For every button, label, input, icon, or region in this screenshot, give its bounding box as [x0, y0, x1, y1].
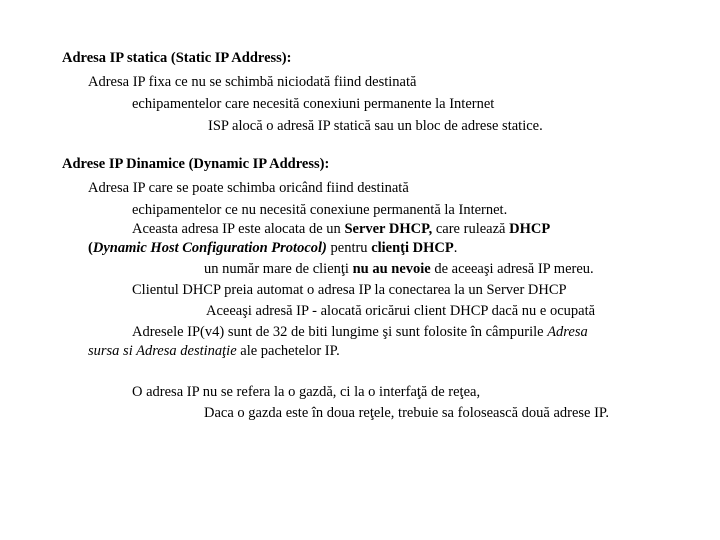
note-line-1: O adresa IP nu se refera la o gazdă, ci la o interfaţă de reţea, — [132, 384, 481, 400]
text-run: ale pachetelor IP. — [236, 343, 340, 359]
dynamic-ip-line-7: Aceeaşi adresă IP - alocată oricărui client DHCP dacă nu e ocupată — [206, 303, 596, 319]
text-run-bold: DHCP — [509, 221, 551, 237]
text-run: Aceasta adresa IP este alocata de un — [132, 221, 345, 237]
text-run-bold: clienţi DHCP — [371, 240, 454, 256]
dynamic-ip-line-5 — [204, 261, 594, 278]
static-ip-line-1: Adresa IP fixa ce nu se schimbă niciodată fiind destinată — [88, 74, 417, 90]
static-ip-heading: Adresa IP statica (Static IP Address): — [62, 50, 292, 66]
static-ip-line-3: ISP alocă o adresă IP statică sau un bloc de adrese statice. — [208, 118, 543, 134]
text-run-italic: Adresa — [547, 324, 588, 340]
dynamic-ip-line-6: Clientul DHCP preia automat o adresa IP la conectarea la un Server DHCP — [132, 282, 567, 298]
dynamic-ip-line-1: Adresa IP care se poate schimba oricând fiind destinată — [88, 180, 409, 196]
dynamic-ip-line-9 — [88, 343, 340, 360]
text-run: un număr mare de clienţi — [204, 261, 353, 277]
dynamic-ip-heading: Adrese IP Dinamice (Dynamic IP Address): — [62, 156, 330, 172]
dynamic-ip-line-8 — [132, 324, 588, 341]
text-run-italic: sursa si Adresa destinaţie — [88, 343, 237, 359]
text-run: Adresele IP(v4) sunt de 32 de biti lungime şi sunt folosite în câmpurile — [132, 324, 548, 340]
text-run-bold: ( — [88, 240, 93, 256]
text-run: pentru — [326, 240, 372, 256]
text-run-bold: nu au nevoie — [352, 261, 431, 277]
text-run: . — [453, 240, 458, 256]
text-run-bold: Server DHCP, — [344, 221, 433, 237]
text-run-bold-italic: Dynamic Host Configuration Protocol) — [92, 240, 327, 256]
static-ip-line-2: echipamentelor care necesită conexiuni permanente la Internet — [132, 96, 495, 112]
dynamic-ip-line-2: echipamentelor ce nu necesită conexiune permanentă la Internet. — [132, 202, 508, 218]
note-line-2: Daca o gazda este în doua reţele, trebuie sa folosească două adrese IP. — [204, 405, 610, 421]
text-run: care rulează — [432, 221, 510, 237]
dynamic-ip-line-4 — [88, 240, 457, 257]
dynamic-ip-line-3 — [132, 221, 550, 238]
text-run: de aceeaşi adresă IP mereu. — [430, 261, 594, 277]
